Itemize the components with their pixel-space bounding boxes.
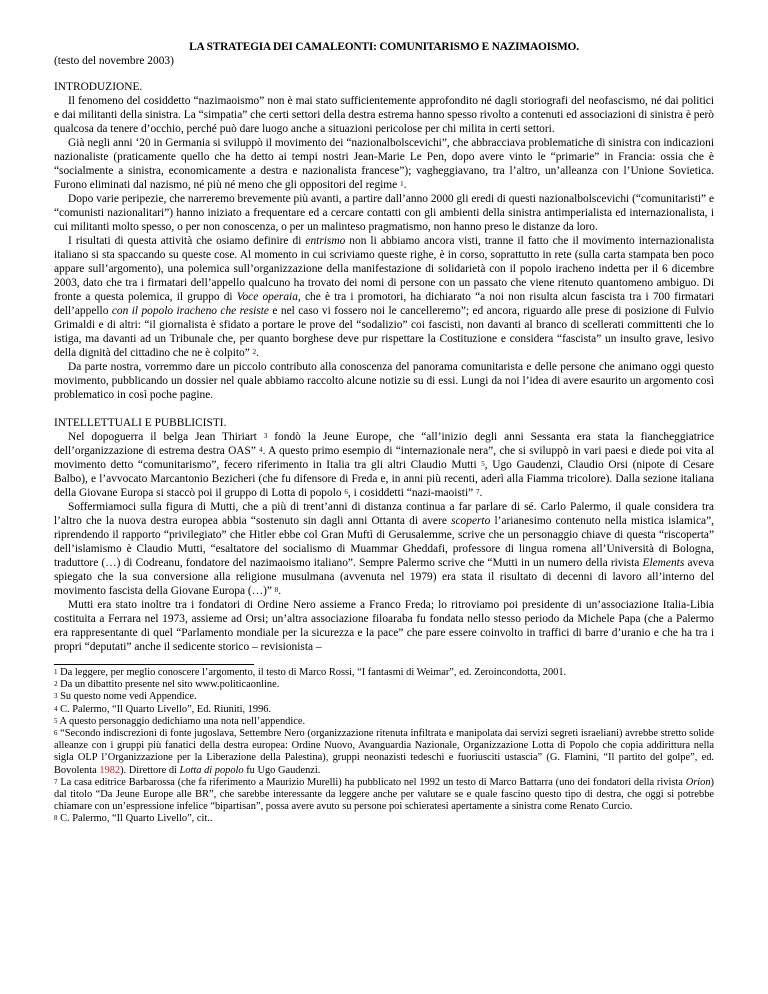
paragraph: I risultati di questa attività che osiamo definire di entrismo non li abbiamo ancora visti, tranne il fatto che il movimento internazionalista italiano si sta spaccando su queste cose. Al momento in cui scriviamo queste righe, è in corso, soprattutto in rete (sulla carta stampata ben poco appare sull’argomento), una polemica sull’organizzazione della manifestazione di solidarietà con il popolo iracheno indetta per il 6 dicembre 2003, dato che tra i firmatari dell’appello qualcuno ha trovato dei nomi di persone con un passato che viene ritenuto quantomeno ambiguo. Di fronte a questa polemica, il gruppo di Voce operaia, che è tra i promotori, ha dichiarato “a noi non risulta alcun fascista tra i 700 firmatari dell’appello con il popolo iracheno che resiste e nel caso vi fossero noi le cancelleremo”; ed ancora, riguardo alle prese di posizione di Fulvio Grimaldi e di altri: “il giornalista è sfidato a portare le prove del “sodalizio” coi fascisti, non davanti al branco di scellerati committenti che lo istiga, ma davanti ad un Tribunale che, per quanto borghese deve pur rispettare la Costituzione e considera “fascista” un insulto grave, lesivo della dignità del cittadino che ne è colpito” $^2$. — [54, 235, 714, 359]
footnote-ref[interactable]: 2 — [252, 348, 257, 356]
paragraph: Da parte nostra, vorremmo dare un piccolo contributo alla conoscenza del panorama comunitarista e delle persone che animano oggi questo movimento, pubblicando un dossier nel quale abbiamo raccolto alcune notizie su di essi. Lungi da noi l’idea di avere esaurito un argomento così problematico in così poche pagine. — [54, 361, 714, 401]
footnote-ref[interactable]: 6 — [344, 488, 348, 496]
paragraph: Il fenomeno del cosiddetto “nazimaoismo” non è mai stato sufficientemente approfondito né dagli storiografi del neofascismo, né dai politici e dai militanti della sinistra. La “simpatia” che certi settori della destra estrema hanno spesso rivolto a contenuti ed associazioni di sinistra è però qualcosa da tenere d’occhio, perché può dare luogo anche a situazioni pericolose per chi milita in certi settori. — [54, 95, 714, 135]
footnote-4: $^4$ C. Palermo, “Il Quarto Livello”, Ed. Riuniti, 1996. — [54, 703, 272, 715]
section-heading-intellettuali: INTELLETTUALI E PUBBLICISTI. — [54, 417, 227, 429]
footnote-ref[interactable]: 4 — [259, 446, 263, 454]
paragraph: Nel dopoguerra il belga Jean Thiriart $^3$ fondò la Jeune Europe, che “all’inizio degli anni Sessanta era stata la fiancheggiatrice dell’organizzazione di estrema destra OAS” $^4$. A questo primo esempio di “internazionale nera”, che si sviluppò in vari paesi e diede poi vita al movimento detto “comunitarismo”, fecero riferimento in Italia tra gli altri Claudio Mutti $^5$, Ugo Gaudenzi, Claudio Orsi (nipote di Cesare Balbo), e l’avvocato Marcantonio Bezicheri (che fu difensore di Freda e, in anni più recenti, aderì alla Fiamma tricolore). Dalla sezione italiana della Giovane Europa si staccò poi il gruppo di Lotta di popolo $^6$, i cosiddetti “nazi-maoisti” $^7$. — [54, 431, 714, 499]
footnote-8: $^8$ C. Palermo, “Il Quarto Livello”, cit.. — [54, 813, 213, 825]
footnote-6: $^6$ “Secondo indiscrezioni di fonte jugoslava, Settembre Nero (organizzazione ritenuta infiltrata e manipolata dai servizi segreti israeliani) avrebbe stretto solide alleanze con i gruppi più fanatici della destra europea: Ordine Nuovo, Avanguardia Nazionale, Organizzazione Lotta di Popolo che copia addirittura nella sigla OLP l’Organizzazione per la Liberazione della Palestina), gruppi neonazisti tedeschi e fuoriusciti ustascia” (G. Flamini, “Il partito del golpe”, ed. Bovolenta 1982). Direttore di Lotta di popolo fu Ugo Gaudenzi. — [54, 728, 714, 776]
document-title: LA STRATEGIA DEI CAMALEONTI: COMUNITARISMO E NAZIMAOISMO. — [189, 41, 579, 53]
paragraph: Già negli anni ‘20 in Germania si sviluppò il movimento dei “nazionalbolscevichi”, che abbracciava problematiche di sinistra con indicazioni nazionaliste (praticamente quello che ha detto ai tempi nostri Jean-Marie Le Pen, dopo avere vinto le “primarie” in Francia: ossia che è “socialmente a sinistra, economicamente a destra e nazionalista francese”); vagheggiavano, tra l’altro, un’alleanza con l’Unione Sovietica. Furono eliminati dal nazismo, né più né meno che gli oppositori del regime $^1$. — [54, 137, 714, 191]
footnote-ref[interactable]: 7 — [476, 488, 480, 496]
document-subtitle: (testo del novembre 2003) — [54, 55, 174, 67]
footnote-ref[interactable]: 1 — [400, 180, 404, 188]
document-page — [54, 40, 714, 826]
footnote-7: $^7$ La casa editrice Barbarossa (che fa riferimento a Maurizio Murelli) ha pubblicato nel 1992 un testo di Marco Battarra (uno dei fondatori della rivista Orion) dal titolo “Da Jeune Europe alle BR”, che sarebbe interessante da leggere anche per valutare se e quale fascino questo tipo di destra, che oggi si potrebbe chiamare con un’espressione infelice “bipartisan”, possa avere avuto su persone poi schieratesi apertamente a sinistra come Renato Curcio. — [54, 776, 714, 813]
footnote-ref[interactable]: 3 — [263, 432, 268, 440]
section-heading-introduzione: INTRODUZIONE. — [54, 81, 143, 93]
footnote-1: $^1$ Da leggere, per meglio conoscere l’argomento, il testo di Marco Rossi, “I fantasmi di Weimar”, ed. Zeroincondotta, 2001. — [54, 667, 567, 678]
footnote-5: $^5$ A questo personaggio dedichiamo una nota nell’appendice. — [54, 715, 306, 727]
footnote-2: $^2$ Da un dibattito presente nel sito www.politicaonline. — [54, 679, 280, 691]
paragraph: Dopo varie peripezie, che narreremo brevemente più avanti, a partire dall’anno 2000 gli eredi di questi nazionalbolscevichi (“comunitaristi” e “comunisti nazionalitari”) hanno iniziato a frequentare ed a cercare contatti con gli ambienti della sinistra antimperialista ed internazionalista, i cui militanti molto spesso, o per non conoscenza, o per un malinteso pragmatismo, non hanno preso le distanze da loro. — [54, 193, 714, 233]
spacer — [54, 402, 714, 416]
footnote-ref[interactable]: 5 — [481, 460, 485, 468]
paragraph: Mutti era stato inoltre tra i fondatori di Ordine Nero assieme a Franco Freda; lo ritroviamo poi presidente di un’associazione Italia-Libia costituita a Ferrara nel 1973, assieme ad Orsi; un’altra associazione filoaraba fu fondata nello stesso periodo da Michele Papa (che a Palermo era rappresentante di quel “Parlamento mondiale per la sicurezza e la pace” che pare essere coinvolto in traffici di barre d’uranio e che ha tra i propri “deputati” anche il sedicente storico – revisionista – — [54, 599, 714, 653]
paragraph: Soffermiamoci sulla figura di Mutti, che a più di trent’anni di distanza continua a far parlare di sé. Carlo Palermo, il quale considera tra l’altro che la nuova destra europea abbia “sostenuto sin dagli anni Ottanta di avere scoperto l’arianesimo contenuto nella mistica islamica”, riprendendo il rapporto “privilegiato” che Hitler ebbe col Gran Muftì di Gerusalemme, scrive che un personaggio chiave di questa “riscoperta” dell’islamismo è Claudio Mutti, “esaltatore del socialismo di Muammar Gheddafi, professore di lingua romena all’Università di Bologna, traduttore (…) di Codreanu, fondatore del nazimaoismo italiano”. Sempre Palermo scrive che “Mutti in un numero della rivista Elements aveva spiegato che la sua conversione alla religione musulmana (avvenuta nel 1979) era stata il risultato di decenni di lavoro all’interno del movimento fascista della Giovane Europa (…)” $^8$. — [54, 501, 714, 597]
footnote-separator — [54, 664, 254, 665]
footnotes — [54, 667, 714, 826]
highlighted-year: 1982 — [99, 764, 121, 776]
footnote-3: $^3$ Su questo nome vedi Appendice. — [54, 691, 197, 703]
footnote-ref[interactable]: 8 — [274, 586, 279, 594]
